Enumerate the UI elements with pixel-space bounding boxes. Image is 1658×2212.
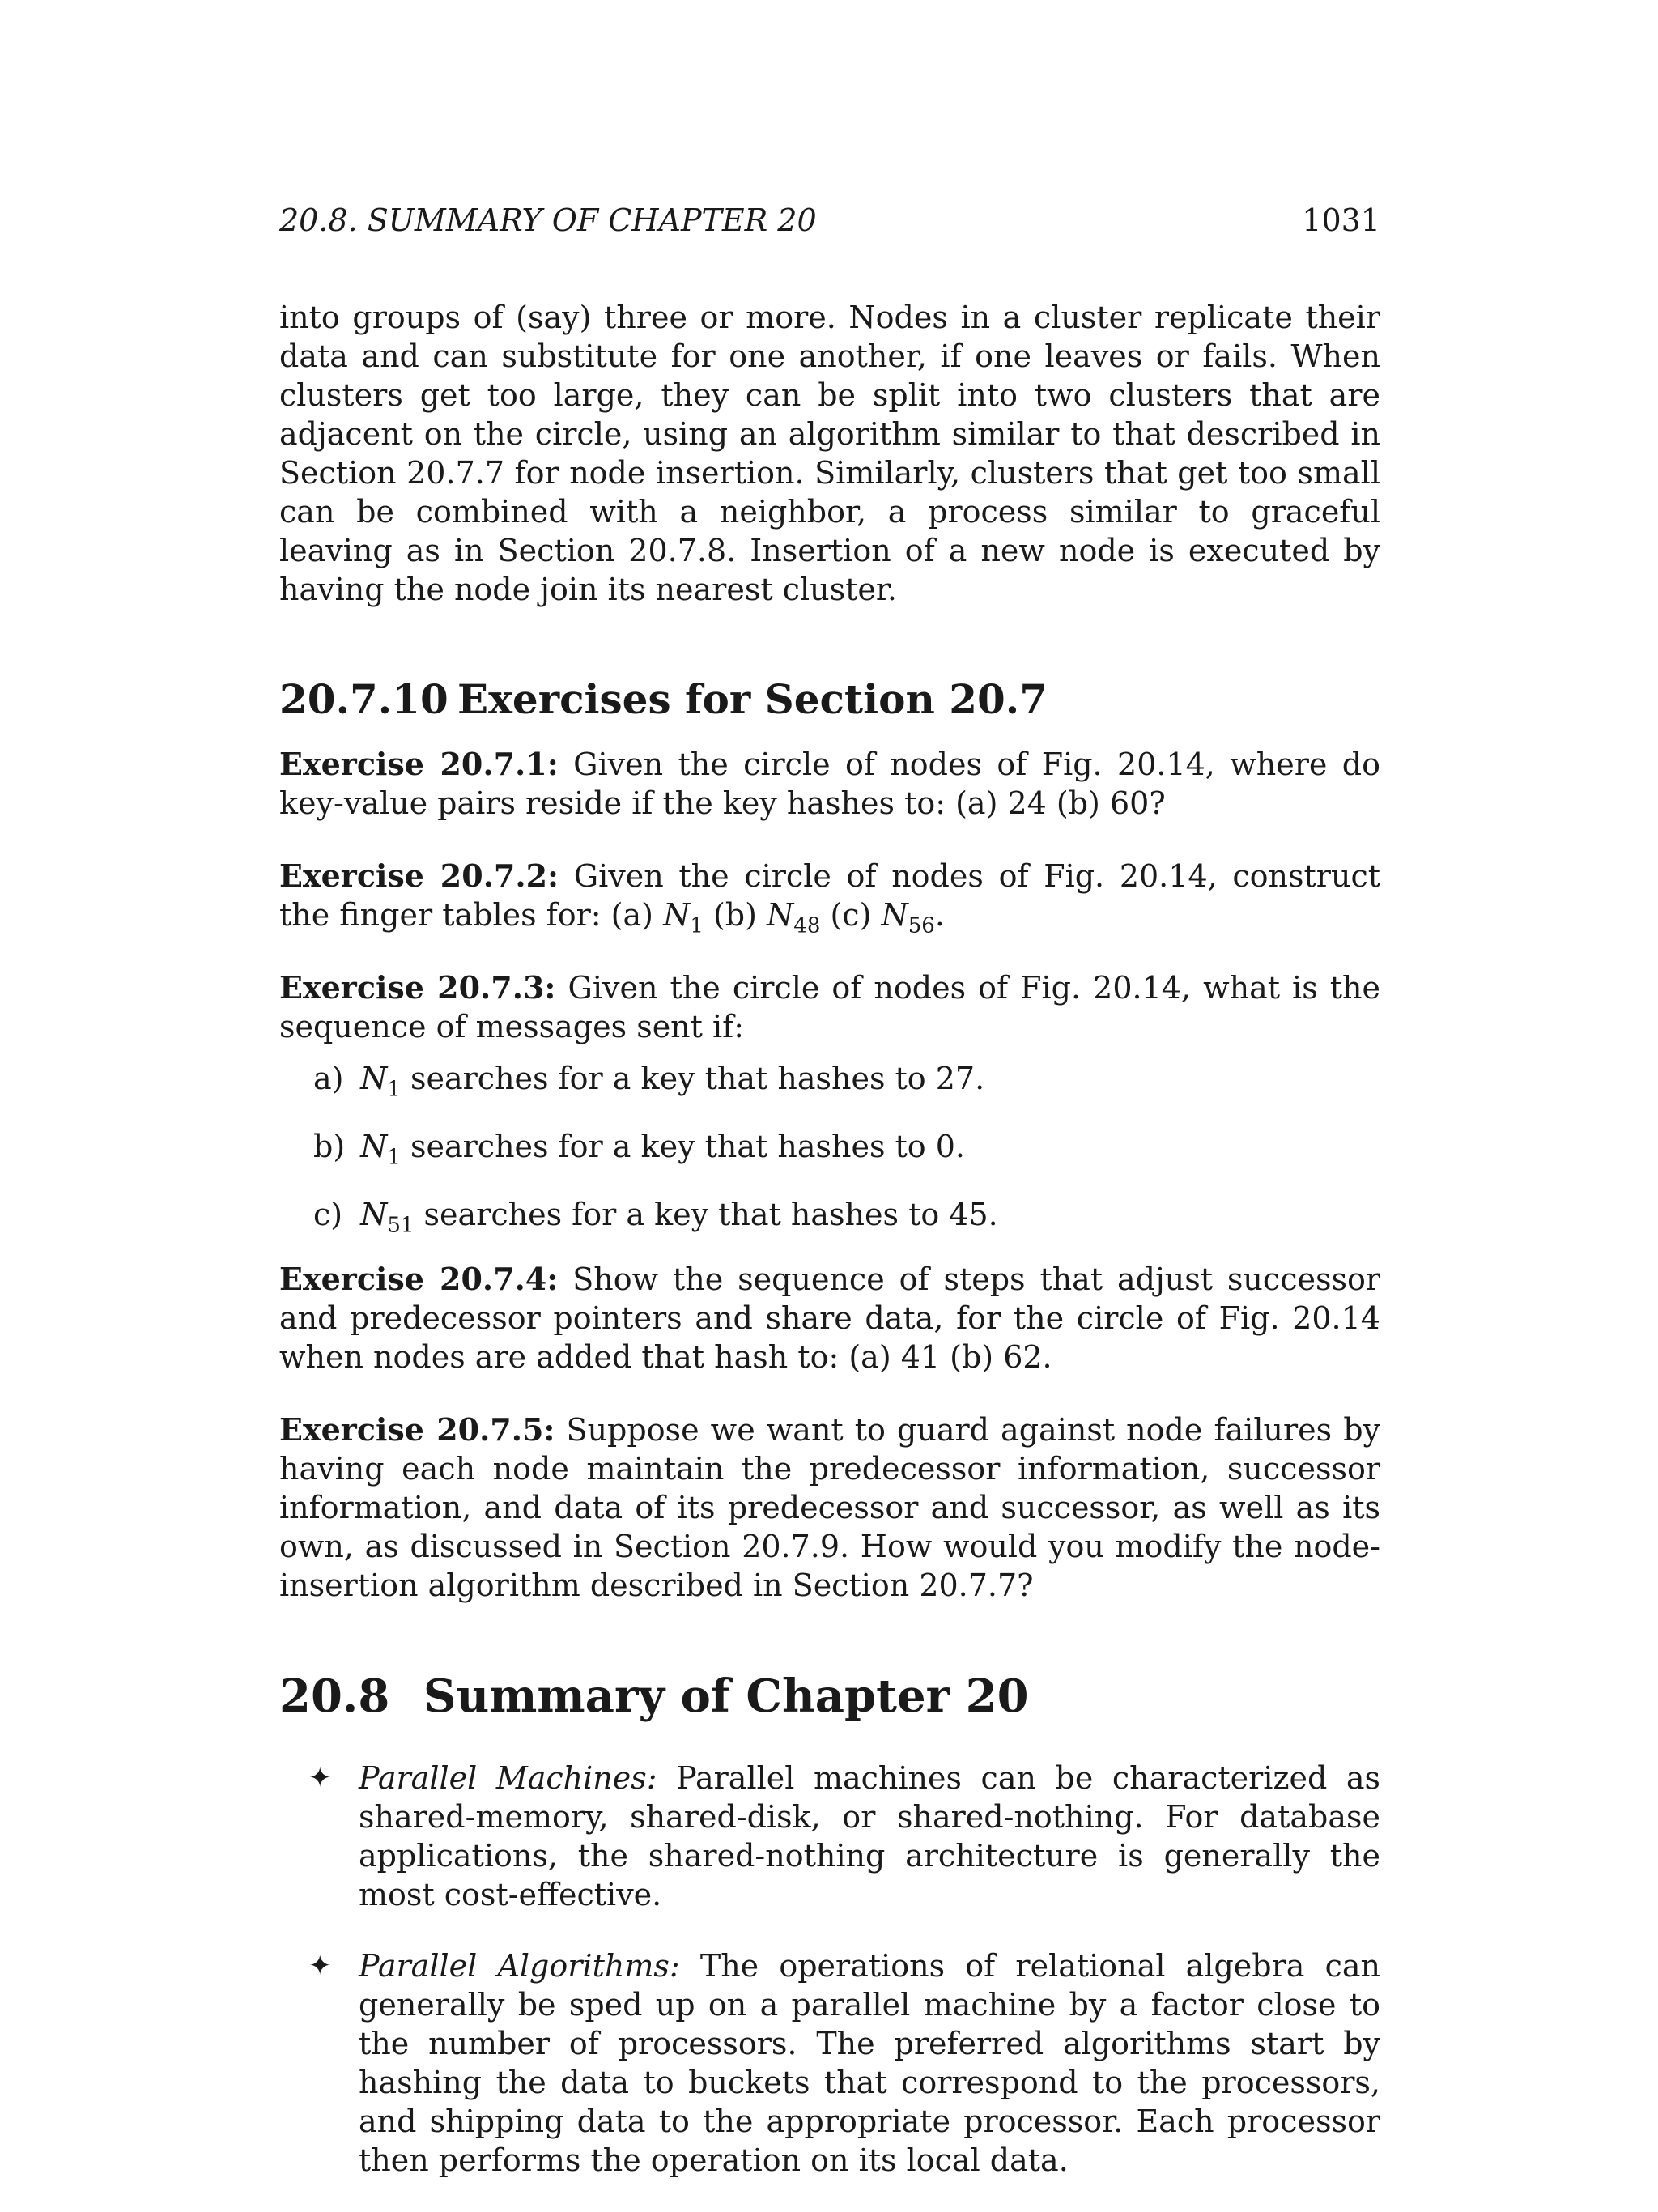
list-item: a) $N_1$ searches for a key that hashes to 27. xyxy=(313,1061,985,1102)
section-title: Exercises for Section 20.7 xyxy=(457,675,1048,723)
node-symbol: $N_{48}$ xyxy=(767,897,821,938)
exercise-text: Suppose we want to guard against node failures by having each node maintain the predecessor information, successor information, and data of its predecessor and successor, as well as its own, as discussed in Section 20.7.9. How would you modify the node-insertion algorithm described in Section 20.7.7? xyxy=(279,1412,1380,1603)
exercise-20-7-5 xyxy=(279,1410,1380,1605)
node-symbol: $N_1$ xyxy=(360,1061,401,1102)
diamond-bullet-icon: ✦ xyxy=(308,1762,332,1794)
section-number: 20.7.10 xyxy=(279,675,449,723)
book-page xyxy=(279,202,1380,2212)
exercise-sub-list xyxy=(279,1059,1380,1238)
exercise-text: Show the sequence of steps that adjust successor and predecessor pointers and share data, for the circle of Fig. 20.14 when nodes are added that hash to: (a) 41 (b) 62. xyxy=(279,1261,1381,1375)
node-symbol: $N_{51}$ xyxy=(360,1197,414,1238)
summary-term: Parallel Machines: xyxy=(359,1760,657,1796)
page-number: 1031 xyxy=(1302,202,1380,238)
exercise-label: Exercise 20.7.5: xyxy=(279,1411,555,1448)
list-item: c) $N_{51}$ searches for a key that hashes to 45. xyxy=(313,1197,998,1238)
node-symbol: $N_1$ xyxy=(663,897,704,938)
chapter-summary-heading xyxy=(279,1670,1380,1723)
exercise-label: Exercise 20.7.4: xyxy=(279,1261,559,1297)
summary-text: The operations of relational algebra can generally be sped up on a parallel machine by a factor close to the number of processors. The preferred algorithms start by hashing the data to buckets that correspond to the processors, and shipping data to the appropriate processor. Each processor then performs the operation on its local data. xyxy=(359,1948,1380,2178)
summary-item-parallel-algorithms xyxy=(279,1946,1380,2180)
exercise-text-c: (c) xyxy=(830,897,872,933)
node-symbol: $N_1$ xyxy=(360,1129,401,1170)
exercise-label: Exercise 20.7.1: xyxy=(279,746,559,782)
exercise-text-b: (b) xyxy=(712,897,757,933)
exercise-text: Given the circle of nodes of Fig. 20.14, what is the sequence of messages sent if: xyxy=(279,970,1381,1044)
list-item: b) $N_1$ searches for a key that hashes to 0. xyxy=(313,1129,966,1170)
summary-item-parallel-machines xyxy=(279,1759,1380,1914)
exercise-20-7-1 xyxy=(279,745,1380,823)
exercise-label: Exercise 20.7.3: xyxy=(279,969,556,1006)
exercise-label: Exercise 20.7.2: xyxy=(279,857,559,894)
diamond-bullet-icon: ✦ xyxy=(308,1950,332,1982)
section-heading xyxy=(279,675,1380,724)
summary-text: Parallel machines can be characterized as shared-memory, shared-disk, or shared-nothing. For database applications, the shared-nothing architecture is generally the most cost-effective. xyxy=(359,1760,1380,1912)
exercise-text: Given the circle of nodes of Fig. 20.14, construct the finger tables for: (a) xyxy=(279,858,1380,933)
chapter-summary-number: 20.8 xyxy=(279,1670,390,1723)
running-head xyxy=(279,202,1380,251)
summary-term: Parallel Algorithms: xyxy=(359,1948,680,1984)
running-head-title: 20.8. SUMMARY OF CHAPTER 20 xyxy=(279,202,817,238)
exercise-text: Given the circle of nodes of Fig. 20.14, where do key-value pairs reside if the key hashes to: (a) 24 (b) 60? xyxy=(279,747,1380,821)
exercise-20-7-3 xyxy=(279,968,1381,1238)
node-symbol: $N_{56}$ xyxy=(881,897,935,938)
exercise-20-7-4 xyxy=(279,1260,1380,1376)
exercise-20-7-2: Exercise 20.7.2: Given the circle of nodes of Fig. 20.14, construct the finger tables for: (a) $N_1$ (b) $N_{48}$ (c) $N_{56}$. xyxy=(279,857,1380,938)
intro-paragraph: into groups of (say) three or more. Nodes in a cluster replicate their data and can substitute for one another, if one leaves or fails. When clusters get too large, they can be split into two clusters that are adjacent on the circle, using an algorithm similar to that described in Section 20.7.7 for node insertion. Similarly, clusters that get too small can be combined with a neighbor, a process similar to graceful leaving as in Section 20.7.8. Insertion of a new node is executed by having the node join its nearest cluster. xyxy=(279,300,1380,607)
chapter-summary-title: Summary of Chapter 20 xyxy=(423,1670,1029,1723)
